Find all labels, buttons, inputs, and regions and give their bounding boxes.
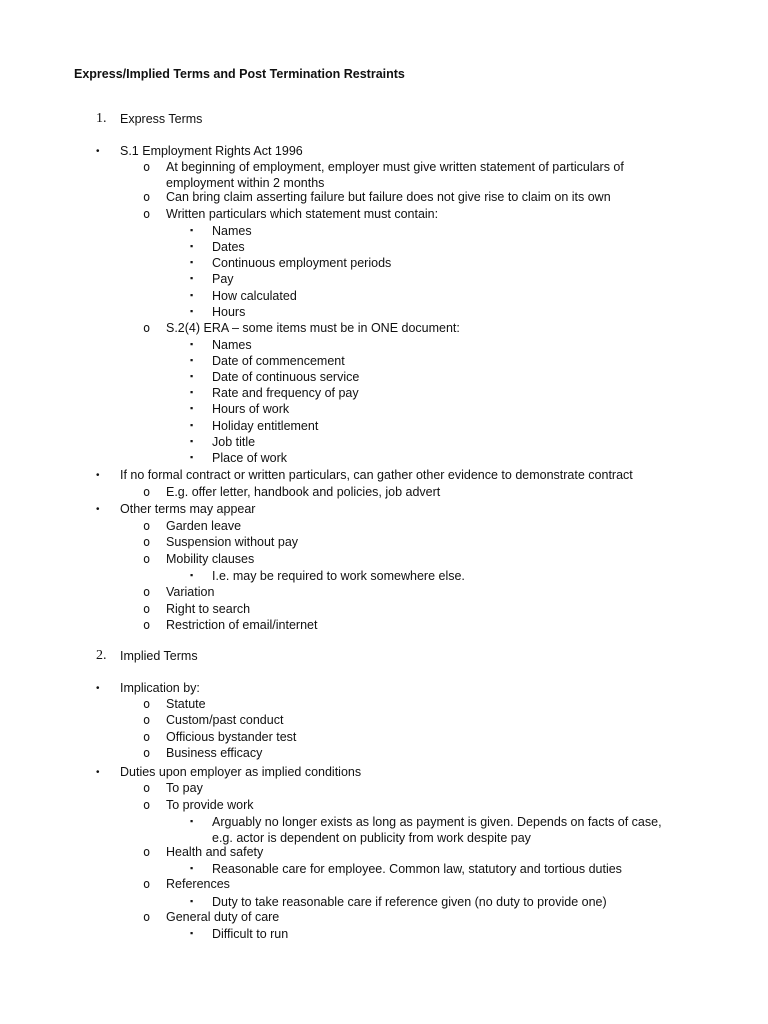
square-bullet-marker: ▪ xyxy=(190,403,194,413)
list-item: Hours xyxy=(212,305,246,319)
sub-bullet-marker: o xyxy=(143,602,151,616)
square-bullet-marker: ▪ xyxy=(190,257,194,267)
list-item: General duty of care xyxy=(166,910,280,924)
square-bullet-marker: ▪ xyxy=(190,928,194,938)
list-item: Hours of work xyxy=(212,402,290,416)
list-item: I.e. may be required to work somewhere else. xyxy=(212,569,465,583)
list-item: Dates xyxy=(212,240,245,254)
list-item: Pay xyxy=(212,272,234,286)
section-number: 2. xyxy=(96,648,107,663)
list-item: Variation xyxy=(166,585,215,599)
sub-bullet-marker: o xyxy=(143,535,151,549)
sub-bullet-marker: o xyxy=(143,321,151,335)
document-title: Express/Implied Terms and Post Termination Restraints xyxy=(74,67,405,81)
list-item: Implication by: xyxy=(120,681,200,695)
square-bullet-marker: ▪ xyxy=(190,816,194,826)
list-item: Holiday entitlement xyxy=(212,419,319,433)
list-item: Health and safety xyxy=(166,845,264,859)
list-item: Names xyxy=(212,338,252,352)
square-bullet-marker: ▪ xyxy=(190,570,194,580)
square-bullet-marker: ▪ xyxy=(190,436,194,446)
list-item: Reasonable care for employee. Common law, statutory and tortious duties xyxy=(212,862,622,876)
sub-bullet-marker: o xyxy=(143,160,151,174)
list-item: Business efficacy xyxy=(166,746,263,760)
square-bullet-marker: ▪ xyxy=(190,896,194,906)
sub-bullet-marker: o xyxy=(143,519,151,533)
section-number: 1. xyxy=(96,111,107,126)
square-bullet-marker: ▪ xyxy=(190,290,194,300)
list-item: At beginning of employment, employer must give written statement of particulars of employment within 2 months xyxy=(166,160,628,190)
list-item: Continuous employment periods xyxy=(212,256,392,270)
list-item: If no formal contract or written particulars, can gather other evidence to demonstrate contract xyxy=(120,468,633,482)
list-item: Duties upon employer as implied conditions xyxy=(120,765,362,779)
list-item: Date of commencement xyxy=(212,354,345,368)
list-item: Difficult to run xyxy=(212,927,289,941)
square-bullet-marker: ▪ xyxy=(190,387,194,397)
list-item: To pay xyxy=(166,781,203,795)
list-item: Can bring claim asserting failure but failure does not give rise to claim on its own xyxy=(166,190,611,204)
section-heading: Implied Terms xyxy=(120,649,198,663)
list-item: Custom/past conduct xyxy=(166,713,284,727)
square-bullet-marker: ▪ xyxy=(190,863,194,873)
sub-bullet-marker: o xyxy=(143,910,151,924)
list-item: To provide work xyxy=(166,798,254,812)
sub-bullet-marker: o xyxy=(143,746,151,760)
square-bullet-marker: ▪ xyxy=(190,241,194,251)
square-bullet-marker: ▪ xyxy=(190,306,194,316)
list-item: E.g. offer letter, handbook and policies, job advert xyxy=(166,485,441,499)
list-item: Restriction of email/internet xyxy=(166,618,318,632)
square-bullet-marker: ▪ xyxy=(190,452,194,462)
list-item: Other terms may appear xyxy=(120,502,256,516)
square-bullet-marker: ▪ xyxy=(190,355,194,365)
sub-bullet-marker: o xyxy=(143,618,151,632)
list-item: Mobility clauses xyxy=(166,552,255,566)
list-item: Statute xyxy=(166,697,206,711)
list-item: Garden leave xyxy=(166,519,242,533)
list-item: References xyxy=(166,877,230,891)
square-bullet-marker: ▪ xyxy=(190,371,194,381)
list-item: S.2(4) ERA – some items must be in ONE document: xyxy=(166,321,460,335)
bullet-marker: • xyxy=(96,146,100,157)
sub-bullet-marker: o xyxy=(143,585,151,599)
sub-bullet-marker: o xyxy=(143,845,151,859)
sub-bullet-marker: o xyxy=(143,552,151,566)
sub-bullet-marker: o xyxy=(143,781,151,795)
list-item: Names xyxy=(212,224,252,238)
list-item: Right to search xyxy=(166,602,251,616)
section-heading: Express Terms xyxy=(120,112,203,126)
bullet-marker: • xyxy=(96,470,100,481)
list-item: Officious bystander test xyxy=(166,730,297,744)
list-item: Date of continuous service xyxy=(212,370,360,384)
bullet-marker: • xyxy=(96,683,100,694)
sub-bullet-marker: o xyxy=(143,713,151,727)
square-bullet-marker: ▪ xyxy=(190,420,194,430)
list-item: How calculated xyxy=(212,289,297,303)
list-item: Place of work xyxy=(212,451,288,465)
list-item: Suspension without pay xyxy=(166,535,299,549)
sub-bullet-marker: o xyxy=(143,877,151,891)
square-bullet-marker: ▪ xyxy=(190,225,194,235)
square-bullet-marker: ▪ xyxy=(190,273,194,283)
bullet-marker: • xyxy=(96,504,100,515)
bullet-marker: • xyxy=(96,767,100,778)
list-item: Job title xyxy=(212,435,256,449)
list-item: Written particulars which statement must contain: xyxy=(166,207,439,221)
sub-bullet-marker: o xyxy=(143,798,151,812)
list-item: Rate and frequency of pay xyxy=(212,386,359,400)
list-item: S.1 Employment Rights Act 1996 xyxy=(120,144,303,158)
sub-bullet-marker: o xyxy=(143,485,151,499)
square-bullet-marker: ▪ xyxy=(190,339,194,349)
list-item: Arguably no longer exists as long as payment is given. Depends on facts of case, e.g. actor is dependent on publicity from work despite pay xyxy=(212,815,666,845)
sub-bullet-marker: o xyxy=(143,190,151,204)
sub-bullet-marker: o xyxy=(143,697,151,711)
sub-bullet-marker: o xyxy=(143,207,151,221)
list-item: Duty to take reasonable care if reference given (no duty to provide one) xyxy=(212,895,607,909)
sub-bullet-marker: o xyxy=(143,730,151,744)
